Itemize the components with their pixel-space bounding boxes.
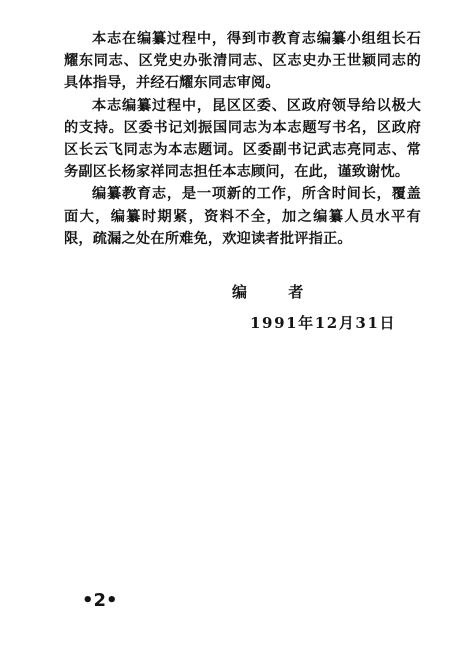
paragraph-apology-note: 编纂教育志，是一项新的工作，所含时间长，覆盖面大，编纂时期紧，资料不全，加之编纂人员水平有限，疏漏之处在所难免，欢迎读者批评指正。	[64, 186, 421, 247]
date-line: 1991年12月31日	[250, 314, 397, 332]
page-number: •2•	[82, 590, 118, 611]
paragraph-acknowledgement-leadership: 本志编纂过程中，昆区区委、区政府领导给以极大的支持。区委书记刘振国同志为本志题写书名，区政府区长云飞同志为本志题词。区委副书记武志亮同志、常务副区长杨家祥同志担任本志顾问，在此，谨致谢忱。	[64, 97, 421, 181]
afterword-body	[64, 28, 421, 250]
author-signature: 编 者	[232, 283, 304, 301]
paragraph-acknowledgement-guidance: 本志在编纂过程中，得到市教育志编纂小组组长石耀东同志、区党史办张清同志、区志史办王世颖同志的具体指导，并经石耀东同志审阅。	[64, 31, 421, 92]
